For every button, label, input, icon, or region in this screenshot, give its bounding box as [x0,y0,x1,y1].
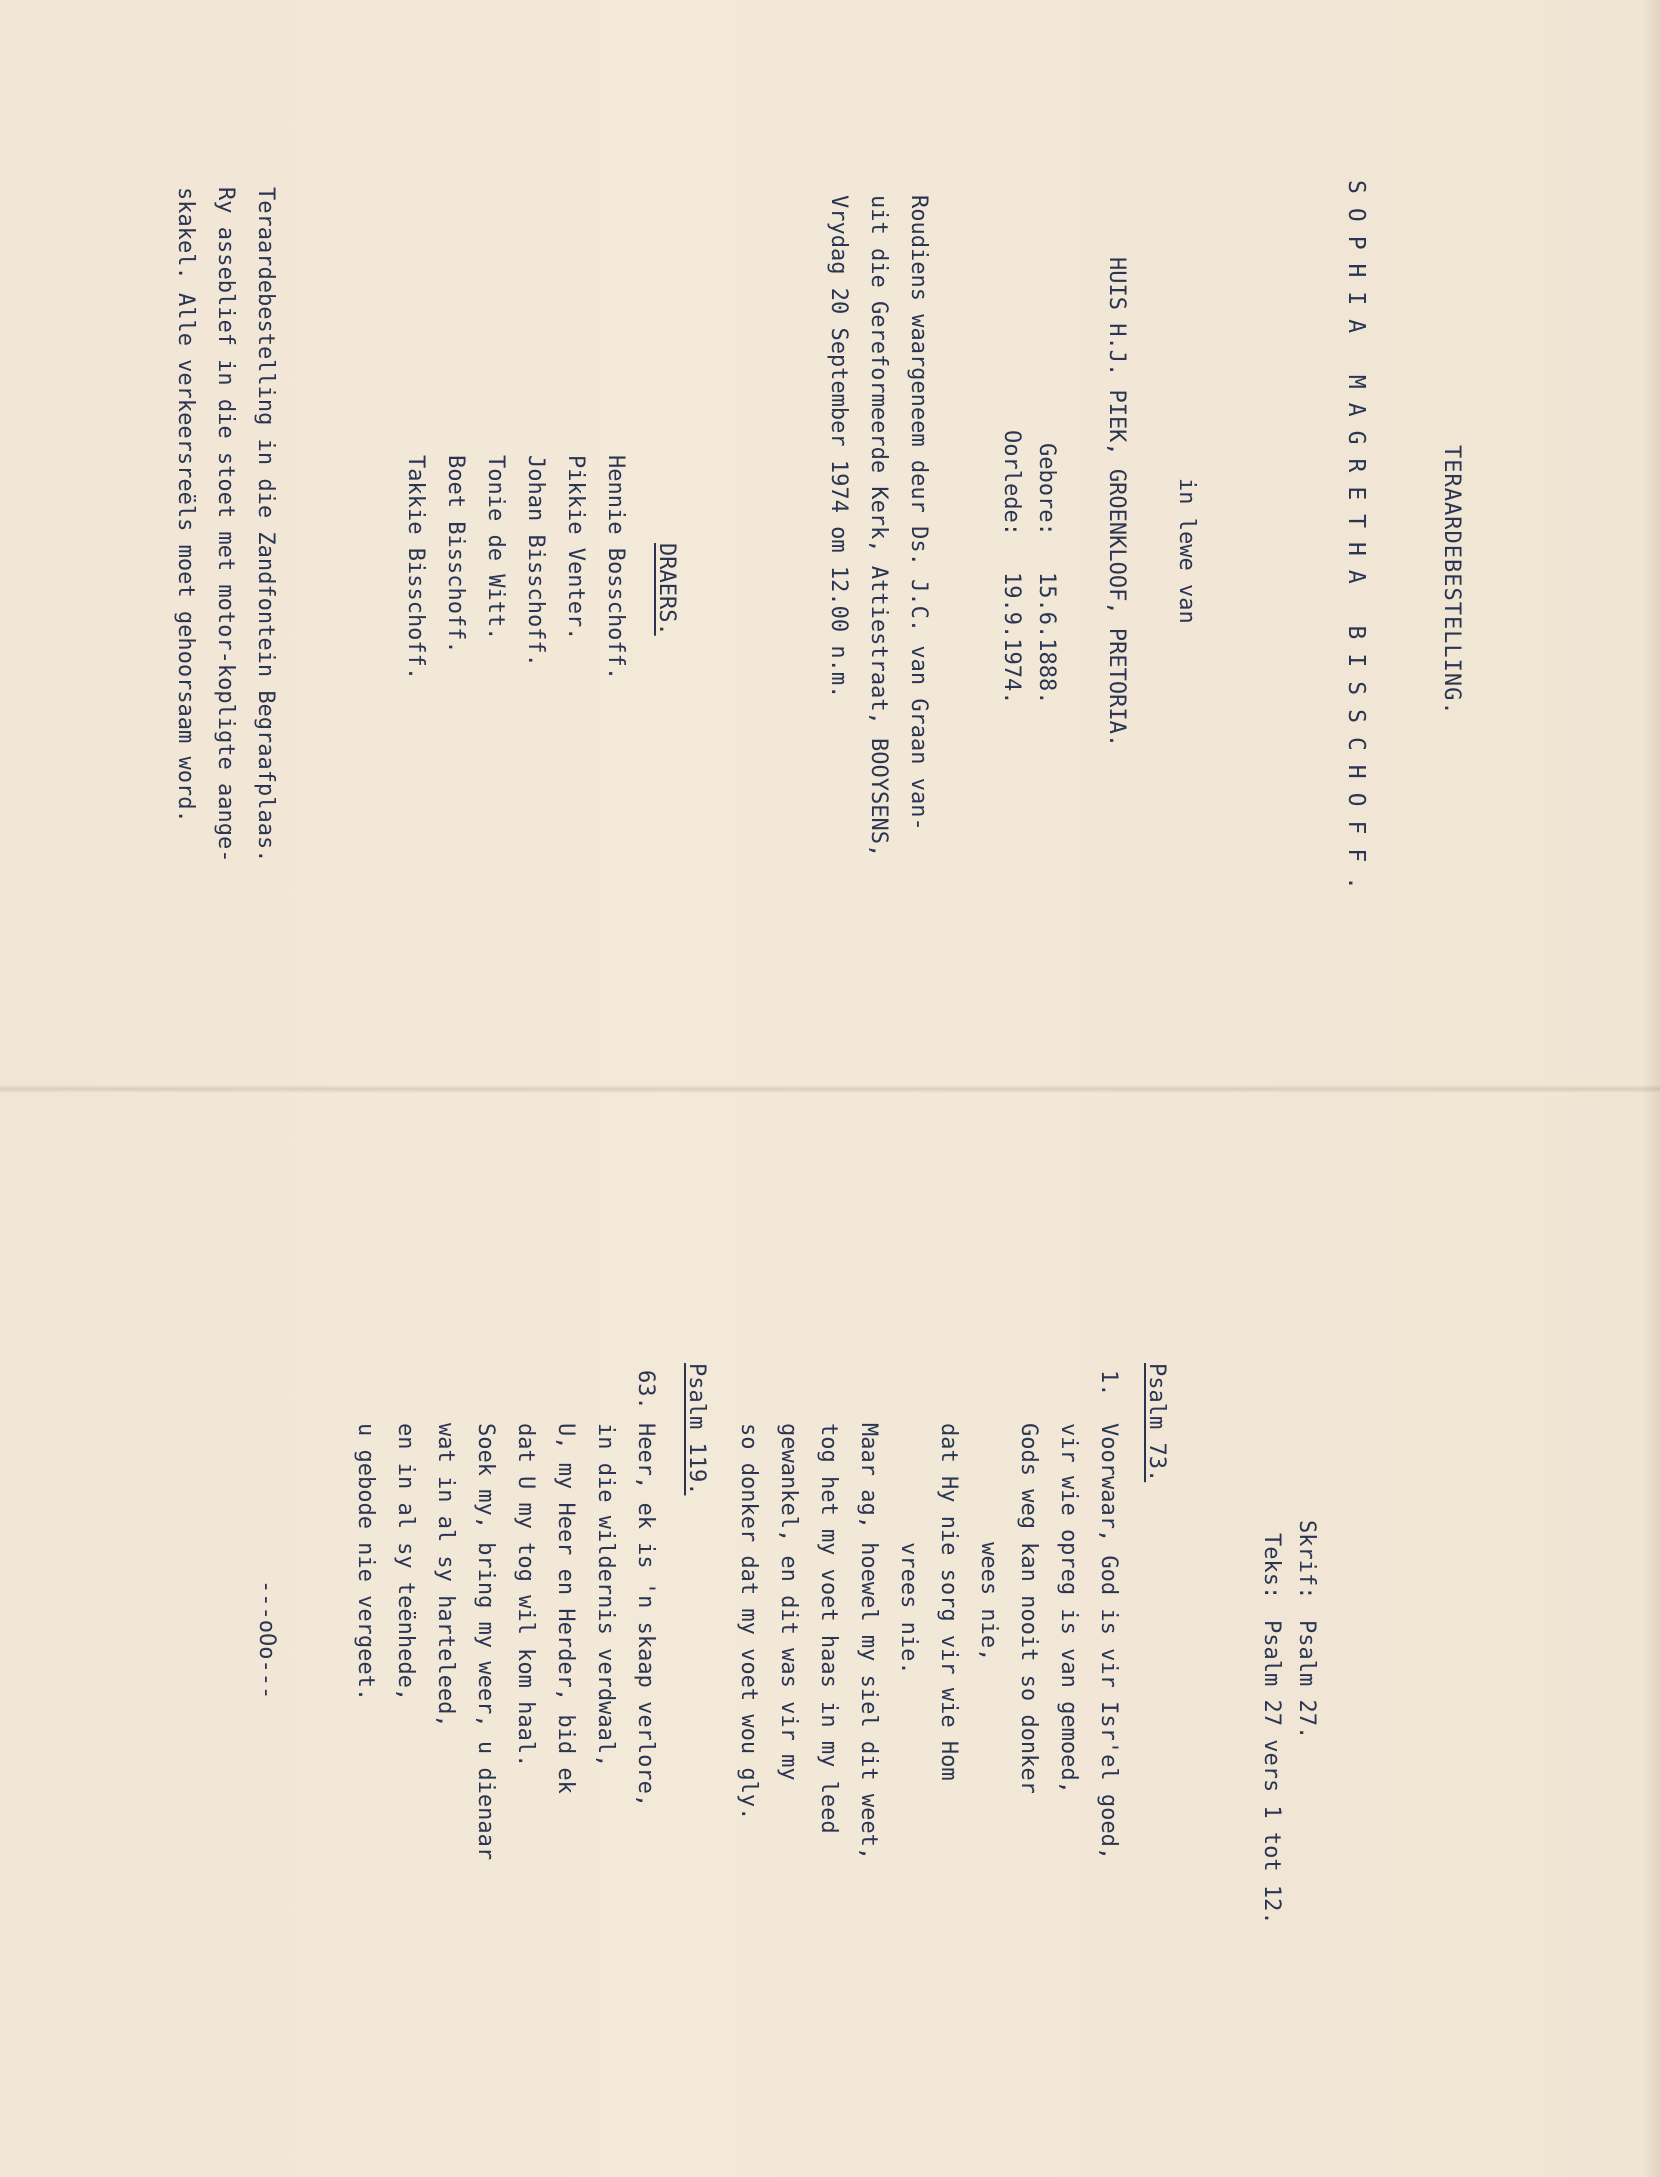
verse-line: 63. Heer, ek is 'n skaap verlore, [633,1370,658,1808]
psalm119-verse [345,1370,665,1860]
verse-line: Gods weg kan nooit so donker [1016,1370,1041,1794]
service-paragraph [818,195,938,857]
died-label: Oorlede: [999,430,1024,536]
bearer-name: Takkie Bisschoff. [403,455,428,681]
verse-line: en in al sy teënhede, [393,1370,418,1702]
bearer-name: Pikkie Venter. [563,455,588,641]
document-title: TERAARDEBESTELLING. [1439,445,1464,716]
verse-line: wees nie, [976,1370,1001,1662]
psalm73-verse [728,1370,1128,1860]
closing-ornament: ---oOo--- [254,1580,279,1700]
address: HUIS H.J. PIEK, GROENKLOOF, PRETORIA. [1104,257,1129,748]
verse-line: in die wildernis verdwaal, [593,1370,618,1768]
burial-line: skakel. Alle verkeersreëls moet gehoorsaam word. [173,187,198,823]
verse-line: so donker dat my voet wou gly. [736,1370,761,1821]
verse-line: tog het my voet haas in my leed [816,1370,841,1834]
service-line: Roudiens waargeneem deur Ds. J.C. van Graan van- [906,195,931,831]
teks-label: Teks: [1259,1533,1284,1600]
bearer-name: Tonie de Witt. [483,455,508,641]
burial-paragraph [165,187,285,863]
verse-line: vir wie opreg is van gemoed, [1056,1370,1081,1794]
service-line: uit die Gereformeerde Kerk, Attiestraat, BOOYSENS, [866,195,891,858]
verse-line: U, my Heer en Herder, bid ek [553,1370,578,1794]
verse-line: gewankel, en dit was vir my [776,1370,801,1781]
bearer-name: Johan Bisschoff. [523,455,548,667]
skrif-label: Skrif: [1294,1520,1319,1600]
subtitle: in lewe van [1174,478,1199,624]
verse-line: wat in al sy harteleed, [433,1370,458,1728]
burial-line: Teraardebestelling in die Zandfontein Begraafplaas. [253,187,278,863]
verse-line: dat U my tog wil kom haal. [513,1370,538,1768]
bearers-heading: DRAERS. [654,543,679,636]
verse-line: u gebode nie vergeet. [353,1370,378,1702]
verse-line: dat Hy nie sorg vir wie Hom [936,1370,961,1781]
born-label: Gebore: [1034,443,1059,536]
bearer-name: Boet Bisschoff. [443,455,468,654]
teks-value: Psalm 27 vers 1 tot 12. [1259,1620,1284,1925]
service-line: Vrydag 20 September 1974 om 12.00 n.m. [826,195,851,699]
deceased-name: SOPHIA MAGRETHA BISSCHOFF. [1343,180,1369,905]
verse-line: Soek my, bring my weer, u dienaar [473,1370,498,1861]
verse-line: 1. Voorwaar, God is vir Isr'el goed, [1096,1370,1121,1861]
bearer-name: Hennie Bosschoff. [603,455,628,681]
skrif-value: Psalm 27. [1294,1620,1319,1740]
bearers-list [395,455,635,680]
born-date: 15.6.1888. [1034,572,1059,705]
psalm73-heading: Psalm 73. [1144,1363,1169,1483]
burial-line: Ry asseblief in die stoet met motor-kopligte aange- [213,187,238,863]
verse-line: vrees nie. [896,1370,921,1675]
verse-line: Maar ag, hoewel my siel dit weet, [856,1370,881,1861]
died-date: 19.9.1974. [999,572,1024,705]
psalm119-heading: Psalm 119. [684,1363,709,1496]
